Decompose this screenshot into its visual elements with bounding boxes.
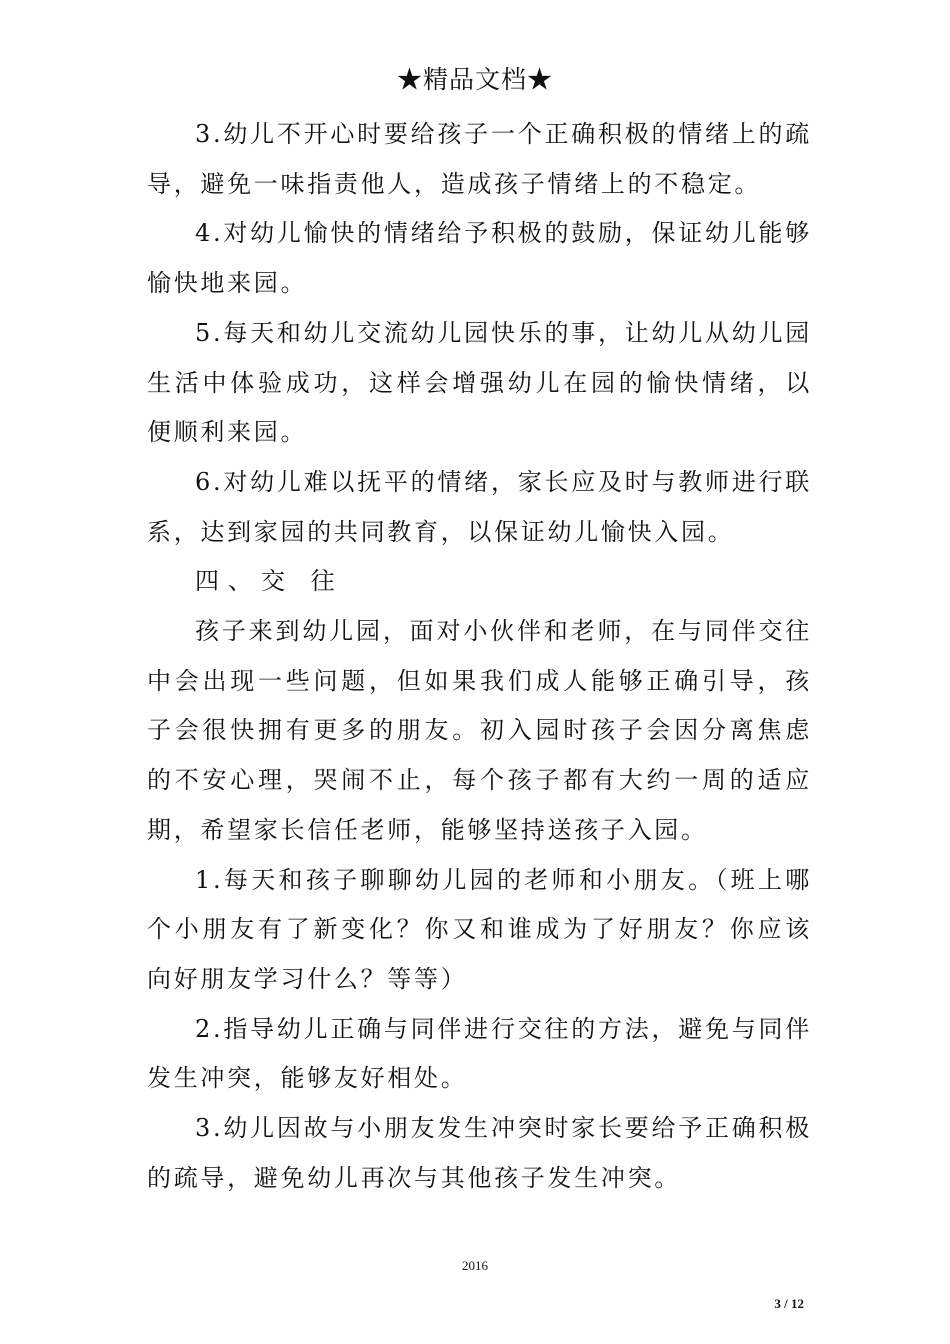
- paragraph-item-3b: 3.幼儿因故与小朋友发生冲突时家长要给予正确积极的疏导，避免幼儿再次与其他孩子发生冲突。: [147, 1114, 812, 1192]
- section-heading: 四、交 往: [195, 567, 344, 596]
- footer-year: 2016: [462, 1258, 488, 1273]
- paragraph-item-6: 6.对幼儿难以抚平的情绪，家长应及时与教师进行联系，达到家园的共同教育，以保证幼儿愉快入园。: [147, 467, 812, 546]
- document-body: [147, 110, 812, 1203]
- page-number: 3 / 12: [774, 1296, 804, 1311]
- paragraph-item-4: 4.对幼儿愉快的情绪给予积极的鼓励，保证幼儿能够愉快地来园。: [147, 219, 812, 298]
- paragraph-item-1: 1.每天和孩子聊聊幼儿园的老师和小朋友。（班上哪个小朋友有了新变化？你又和谁成为了好朋友？你应该向好朋友学习什么？等等）: [147, 865, 812, 993]
- page-header-title: ★精品文档★: [396, 65, 553, 94]
- paragraph-intro: 孩子来到幼儿园，面对小伙伴和老师，在与同伴交往中会出现一些问题，但如果我们成人能够正确引导，孩子会很快拥有更多的朋友。初入园时孩子会因分离焦虑的不安心理，哭闹不止，每个孩子都有大约一周的适应期，希望家长信任老师，能够坚持送孩子入园。: [147, 617, 812, 844]
- paragraph-item-3: 3.幼儿不开心时要给孩子一个正确积极的情绪上的疏导，避免一味指责他人，造成孩子情绪上的不稳定。: [147, 120, 812, 198]
- paragraph-item-2: 2.指导幼儿正确与同伴进行交往的方法，避免与同伴发生冲突，能够友好相处。: [147, 1014, 812, 1093]
- paragraph-item-5: 5.每天和幼儿交流幼儿园快乐的事，让幼儿从幼儿园生活中体验成功，这样会增强幼儿在园的愉快情绪，以便顺利来园。: [147, 318, 812, 447]
